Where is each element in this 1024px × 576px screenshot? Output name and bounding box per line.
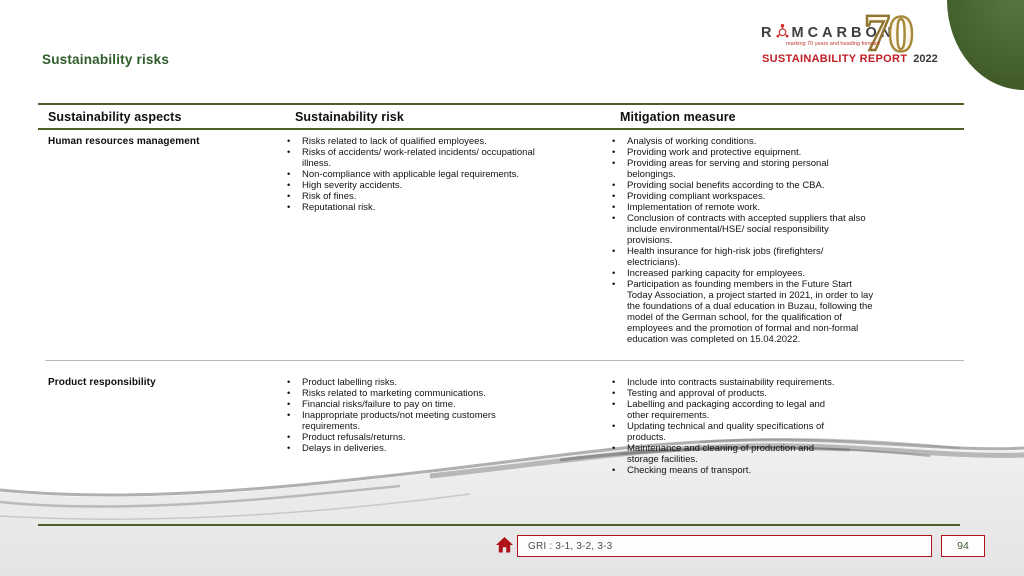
bullet-item: • Providing social benefits according to the CBA.: [610, 180, 876, 191]
bullet-item: • Providing work and protective equipment.: [610, 147, 876, 158]
header-sustainability-aspects: Sustainability aspects: [48, 110, 182, 124]
page-title: Sustainability risks: [42, 52, 170, 67]
footer-divider-line: [38, 524, 960, 526]
report-title: [762, 53, 938, 65]
bullet-item: • Health insurance for high-risk jobs (firefighters/ electricians).: [610, 246, 876, 268]
sustainability-risks-table: [38, 103, 964, 476]
corner-decoration: [947, 0, 1024, 90]
table-row: [38, 130, 964, 360]
table-row: [38, 361, 964, 476]
brand-prefix: R: [761, 24, 776, 41]
bullet-item: • High severity accidents.: [285, 180, 547, 191]
home-icon[interactable]: [496, 537, 513, 553]
bullet-item: • Risks related to lack of qualified employees.: [285, 136, 547, 147]
measure-list: [610, 136, 876, 360]
anniversary-70-icon: [864, 6, 926, 60]
page-number: 94: [957, 540, 969, 552]
svg-text:7: 7: [864, 6, 890, 60]
bullet-item: • Risks of accidents/ work-related incidents/ occupational illness.: [285, 147, 547, 169]
bullet-item: • Inappropriate products/not meeting customers requirements.: [285, 410, 547, 432]
measure-list: [610, 377, 842, 476]
bullet-item: • Checking means of transport.: [610, 465, 842, 476]
gri-reference-label: GRI : 3-1, 3-2, 3-3: [528, 540, 613, 552]
risk-list: [285, 136, 547, 360]
bullet-item: • Reputational risk.: [285, 202, 547, 213]
report-year: 2022: [913, 53, 938, 65]
romcarbon-logo: [758, 6, 938, 76]
bullet-item: • Analysis of working conditions.: [610, 136, 876, 147]
bullet-item: • Financial risks/failure to pay on time.: [285, 399, 547, 410]
bullet-item: • Increased parking capacity for employees.: [610, 268, 876, 279]
report-title-text: SUSTAINABILITY REPORT: [762, 53, 908, 65]
bullet-item: • Implementation of remote work.: [610, 202, 876, 213]
risk-list: [285, 377, 547, 476]
bullet-item: • Non-compliance with applicable legal requirements.: [285, 169, 547, 180]
page-number-box: [941, 535, 985, 557]
bullet-item: • Providing compliant workspaces.: [610, 191, 876, 202]
bullet-item: • Risks related to marketing communications.: [285, 388, 547, 399]
bullet-item: • Labelling and packaging according to legal and other requirements.: [610, 399, 842, 421]
bullet-item: • Maintenance and cleaning of production and storage facilities.: [610, 443, 842, 465]
brand-suffix: MCARBON: [791, 24, 896, 41]
bullet-item: • Include into contracts sustainability requirements.: [610, 377, 842, 388]
bullet-item: • Updating technical and quality specifications of products.: [610, 421, 842, 443]
bullet-item: • Delays in deliveries.: [285, 443, 547, 454]
bullet-item: • Participation as founding members in the Future Start Today Association, a project started in 2021, in order to lay the foundations of a dual education in Buzau, following the model of the German school, for the qualification of employees and the promotion of formal and non-formal education was completed on 15.04.2022.: [610, 279, 876, 345]
bullet-item: • Product refusals/returns.: [285, 432, 547, 443]
header-mitigation-measure: Mitigation measure: [620, 110, 736, 124]
logo-tagline: marking 70 years and heading forward: [786, 41, 880, 47]
bullet-item: • Product labelling risks.: [285, 377, 547, 388]
molecule-icon: [776, 23, 789, 40]
table-header-row: [38, 105, 964, 128]
svg-text:0: 0: [888, 6, 914, 60]
aspect-label: Human resources management: [48, 136, 200, 147]
aspect-label: Product responsibility: [48, 377, 156, 388]
bullet-item: • Testing and approval of products.: [610, 388, 842, 399]
gri-reference-box: [517, 535, 932, 557]
bullet-item: • Providing areas for serving and storing personal belongings.: [610, 158, 876, 180]
header-sustainability-risk: Sustainability risk: [295, 110, 404, 124]
bullet-item: • Risk of fines.: [285, 191, 547, 202]
bullet-item: • Conclusion of contracts with accepted suppliers that also include environmental/HSE/ social responsibility provisions.: [610, 213, 876, 246]
